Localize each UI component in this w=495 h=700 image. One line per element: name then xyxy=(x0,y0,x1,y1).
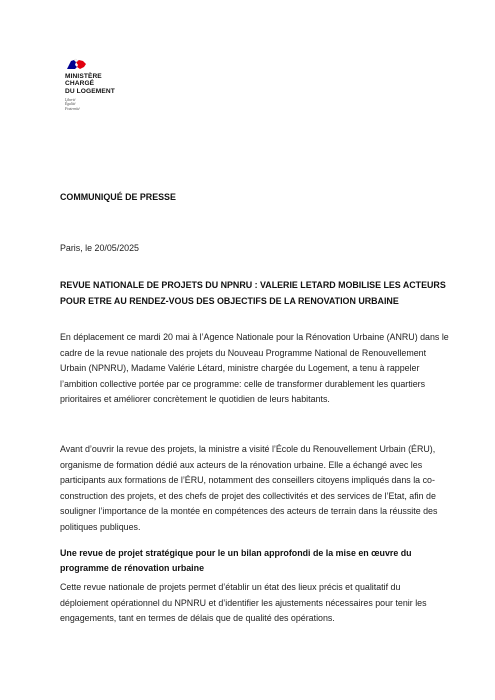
marianne-emblem-icon xyxy=(65,58,87,70)
body-paragraph-2: Avant d’ouvrir la revue des projets, la ministre a visité l’École du Renouvellement Urbain (ÉRU), organisme de formation dédié aux acteurs de la rénovation urbaine. Elle a échangé avec les participants aux formations de l’ÉRU, notamment des conseillers citoyens impliqués dans la co-construction des projets, et des chefs de projet des collectivités et des services de l’Etat, afin de souligner l’importance de la montée en compétences des acteurs de terrain dans la réussite des politiques publiques. xyxy=(60,444,438,532)
logo-line-3: DU LOGEMENT xyxy=(65,87,115,95)
body-paragraph-1: En déplacement ce mardi 20 mai à l’Agence Nationale pour la Rénovation Urbaine (ANRU) dans le cadre de la revue nationale des projets du Nouveau Programme National de Renouvellement Urbain (NPNRU), Madame Valérie Létard, ministre chargée du Logement, a tenu à rappeler l’ambition collective portée par ce programme: celle de transformer durablement les quartiers prioritaires et améliorer concrètement le quotidien de leurs habitants. xyxy=(60,332,449,404)
section-heading: Une revue de projet stratégique pour le un bilan approfondi de la mise en œuvre du programme de rénovation urbaine xyxy=(60,548,412,573)
section-paragraph: Cette revue nationale de projets permet d’établir un état des lieux précis et qualitatif du déploiement opérationnel du NPNRU et d’identifier les ajustements nécessaires pour tenir les engagements, tant en termes de délais que de qualité des opérations. xyxy=(60,582,427,623)
release-title: REVUE NATIONALE DE PROJETS DU NPNRU : VALERIE LETARD MOBILISE LES ACTEURS POUR ETRE AU RENDEZ-VOUS DES OBJECTIFS DE LA RENOVATION URBAINE xyxy=(60,280,446,306)
logo-line-2: CHARGÉ xyxy=(65,80,95,88)
press-release-label: COMMUNIQUÉ DE PRESSE xyxy=(60,192,176,202)
republic-motto xyxy=(65,98,145,111)
logo-line-1: MINISTÈRE xyxy=(65,73,102,80)
motto-egalite: Égalité xyxy=(65,102,76,107)
ministry-logo xyxy=(65,58,145,111)
release-date: Paris, le 20/05/2025 xyxy=(60,243,139,253)
motto-liberte: Liberté xyxy=(65,98,76,103)
motto-fraternite: Fraternité xyxy=(65,106,80,111)
